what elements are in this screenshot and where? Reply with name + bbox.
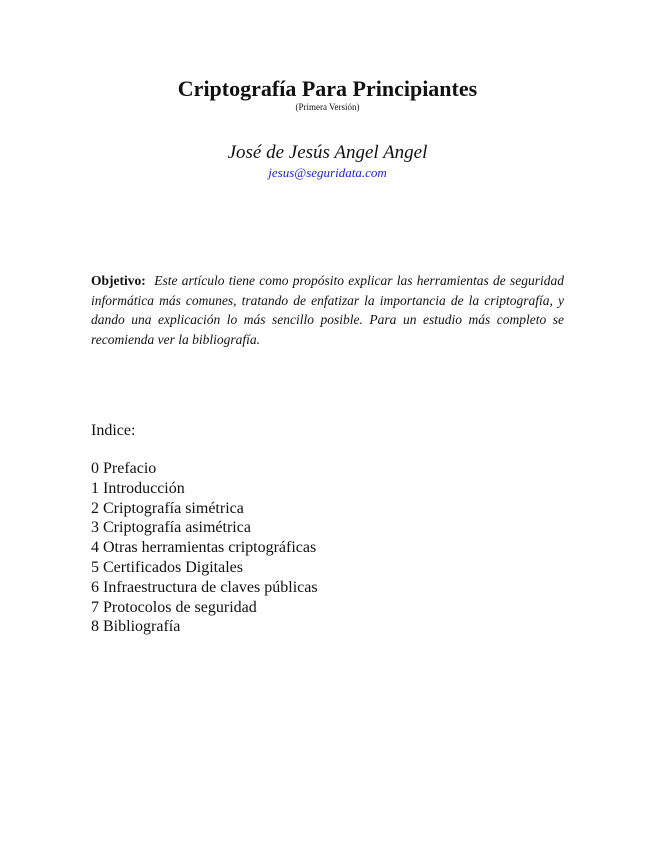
- document-title: Criptografía Para Principiantes: [177, 76, 478, 101]
- table-of-contents: [91, 459, 318, 637]
- objective-label: Objetivo:: [91, 273, 146, 288]
- objective-paragraph: [91, 271, 564, 349]
- toc-item-criptografia-simetrica: 2 Criptografía simétrica: [91, 499, 244, 517]
- toc-item-otras-herramientas: 4 Otras herramientas criptográficas: [91, 539, 317, 557]
- toc-item-prefacio: 0 Prefacio: [91, 460, 157, 477]
- toc-item-introduccion: 1 Introducción: [91, 479, 185, 497]
- toc-item-protocolos-seguridad: 7 Protocolos de seguridad: [91, 598, 257, 616]
- author-name: José de Jesús Angel Angel: [227, 142, 428, 163]
- toc-item-criptografia-asimetrica: 3 Criptografía asimétrica: [91, 519, 251, 537]
- version-note: (Primera Versión): [295, 102, 360, 112]
- toc-item-certificados-digitales: 5 Certificados Digitales: [91, 558, 243, 576]
- toc-item-infraestructura-claves: 6 Infraestructura de claves públicas: [91, 578, 318, 596]
- objective-text: Este artículo tiene como propósito explicar las herramientas de seguridad informática más comunes, tratando de enfatizar la importancia de la criptografía, y dando una explicación lo más sencillo posible. Para un estudio más completo se recomienda ver la bibliografía.: [91, 273, 565, 347]
- author-email-link[interactable]: jesus@seguridata.com: [268, 165, 387, 180]
- toc-item-bibliografia: 8 Bibliografía: [91, 618, 181, 636]
- index-heading: Indice:: [91, 422, 136, 439]
